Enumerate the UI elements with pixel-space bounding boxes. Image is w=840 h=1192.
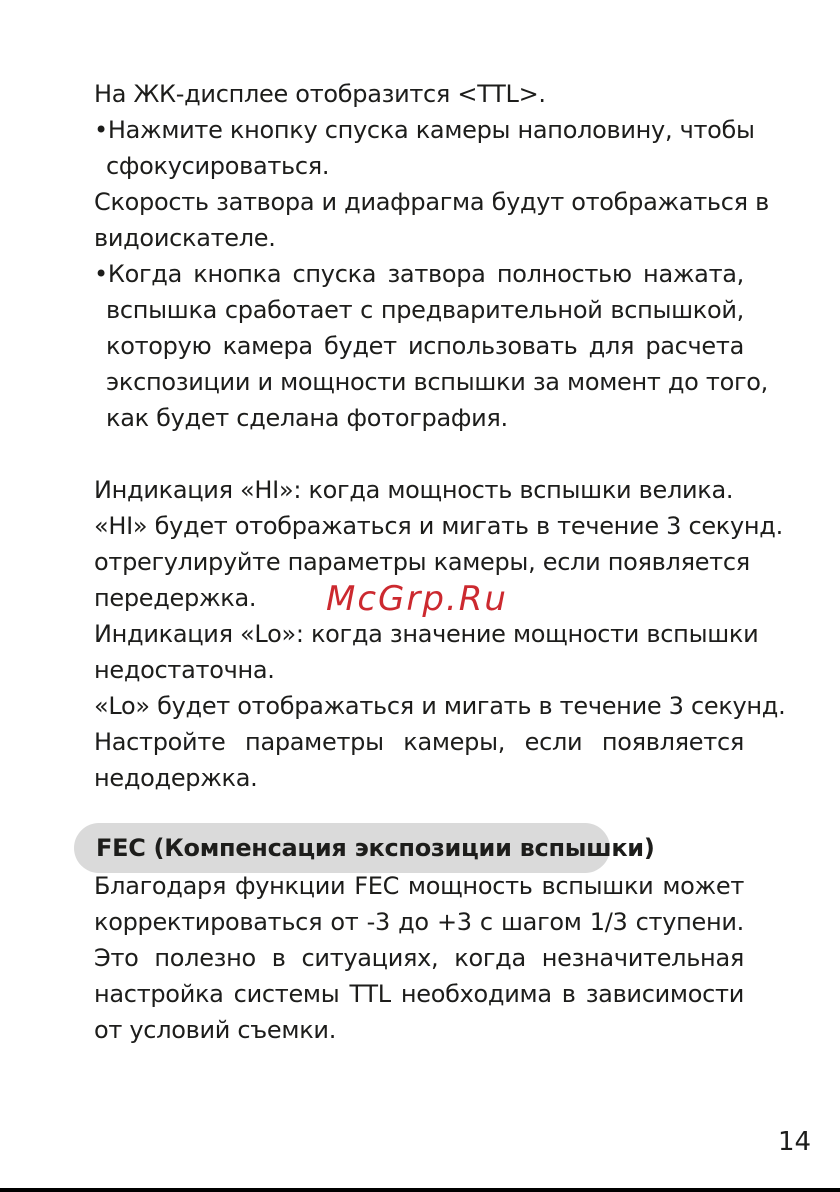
- text-line: недодержка.: [94, 764, 258, 792]
- text-line: Индикация «HI»: когда мощность вспышки велика.: [94, 476, 734, 504]
- page-number: 14: [778, 1127, 812, 1157]
- text-line: от условий съемки.: [94, 1016, 337, 1044]
- bottom-rule: [0, 1188, 840, 1192]
- bullet-line: •Нажмите кнопку спуска камеры наполовину, чтобы: [94, 116, 755, 144]
- text-line: видоискателе.: [94, 224, 276, 252]
- text-line: сфокусироваться.: [106, 152, 330, 180]
- text-line: Настройте параметры камеры, если появляется: [94, 728, 744, 756]
- text-line: Благодаря функции FEC мощность вспышки может: [94, 872, 744, 900]
- text-line: корректироваться от -3 до +3 с шагом 1/3 ступени.: [94, 908, 744, 936]
- section-heading: FEC (Компенсация экспозиции вспышки): [96, 834, 655, 862]
- text-line: как будет сделана фотография.: [106, 404, 508, 432]
- text-line: недостаточна.: [94, 656, 275, 684]
- bullet-line: •Когда кнопка спуска затвора полностью нажата,: [94, 260, 744, 288]
- text-line: «HI» будет отображаться и мигать в течение 3 секунд.: [94, 512, 783, 540]
- text-line: которую камера будет использовать для расчета: [106, 332, 744, 360]
- text-line: настройка системы TTL необходима в зависимости: [94, 980, 744, 1008]
- text-line: отрегулируйте параметры камеры, если появляется: [94, 548, 750, 576]
- text-line: передержка.: [94, 584, 257, 612]
- text-line: вспышка сработает с предварительной вспышкой,: [106, 296, 744, 324]
- text-line: Это полезно в ситуациях, когда незначительная: [94, 944, 744, 972]
- text-line: Индикация «Lo»: когда значение мощности вспышки: [94, 620, 759, 648]
- text-line: экспозиции и мощности вспышки за момент до того,: [106, 368, 768, 396]
- text-line: Скорость затвора и диафрагма будут отображаться в: [94, 188, 769, 216]
- watermark: McGrp.Ru: [326, 579, 508, 619]
- text-line: На ЖК-дисплее отобразится <TTL>.: [94, 80, 546, 108]
- text-line: «Lo» будет отображаться и мигать в течение 3 секунд.: [94, 692, 786, 720]
